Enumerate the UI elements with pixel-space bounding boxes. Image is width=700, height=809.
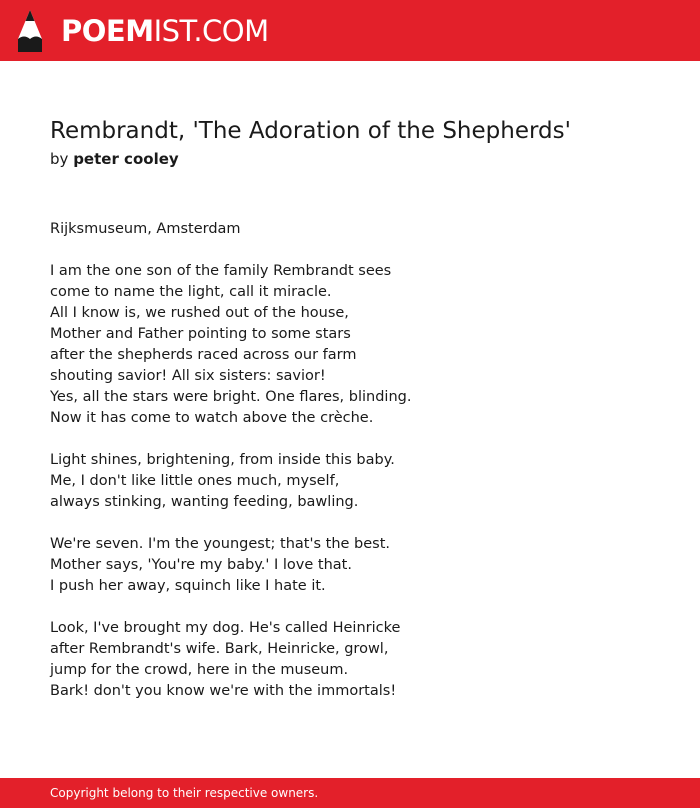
poem-line: always stinking, wanting feeding, bawling. [50,494,359,510]
poem-line: We're seven. I'm the youngest; that's the best. [50,536,391,552]
poem-line: Mother says, 'You're my baby.' I love that. [50,557,352,573]
by-label: by [50,150,69,168]
stanza-break [50,240,670,261]
poem-line: Me, I don't like little ones much, myself, [50,473,340,489]
poem-line: Now it has come to watch above the crèche. [50,410,374,426]
poem-line: I am the one son of the family Rembrandt sees [50,263,392,279]
poem-line: I push her away, squinch like I hate it. [50,578,326,594]
poem-line: come to name the light, call it miracle. [50,284,332,300]
stanza-break [50,429,670,450]
poem-line: after Rembrandt's wife. Bark, Heinricke, growl, [50,641,389,657]
poem-title: Rembrandt, 'The Adoration of the Shepherds' [50,118,571,144]
site-footer [0,778,700,808]
poem-line: Mother and Father pointing to some stars [50,326,351,342]
poem-line: Look, I've brought my dog. He's called Heinricke [50,620,401,636]
poem-line: Bark! don't you know we're with the immortals! [50,683,397,699]
poem-line: jump for the crowd, here in the museum. [50,662,349,678]
byline [50,148,670,170]
author-link[interactable]: peter cooley [73,150,179,168]
stanza-break [50,513,670,534]
site-logo[interactable] [18,10,269,52]
logo-wordmark [61,10,269,52]
poem-header [50,114,670,170]
stanza-break [50,597,670,618]
site-header [0,0,700,61]
logo-wordmark-bold: POEM [61,14,154,48]
poem-epigraph: Rijksmuseum, Amsterdam [50,221,241,237]
poem-line: All I know is, we rushed out of the house, [50,305,349,321]
poem-body [50,219,670,702]
copyright-text: Copyright belong to their respective owners. [50,786,319,800]
logo-wordmark-light: IST.COM [153,14,269,48]
pencil-tip-icon [18,10,42,52]
poem-line: Light shines, brightening, from inside this baby. [50,452,395,468]
poem-line: shouting savior! All six sisters: savior! [50,368,326,384]
poem-line: after the shepherds raced across our farm [50,347,357,363]
poem-line: Yes, all the stars were bright. One flares, blinding. [50,389,412,405]
